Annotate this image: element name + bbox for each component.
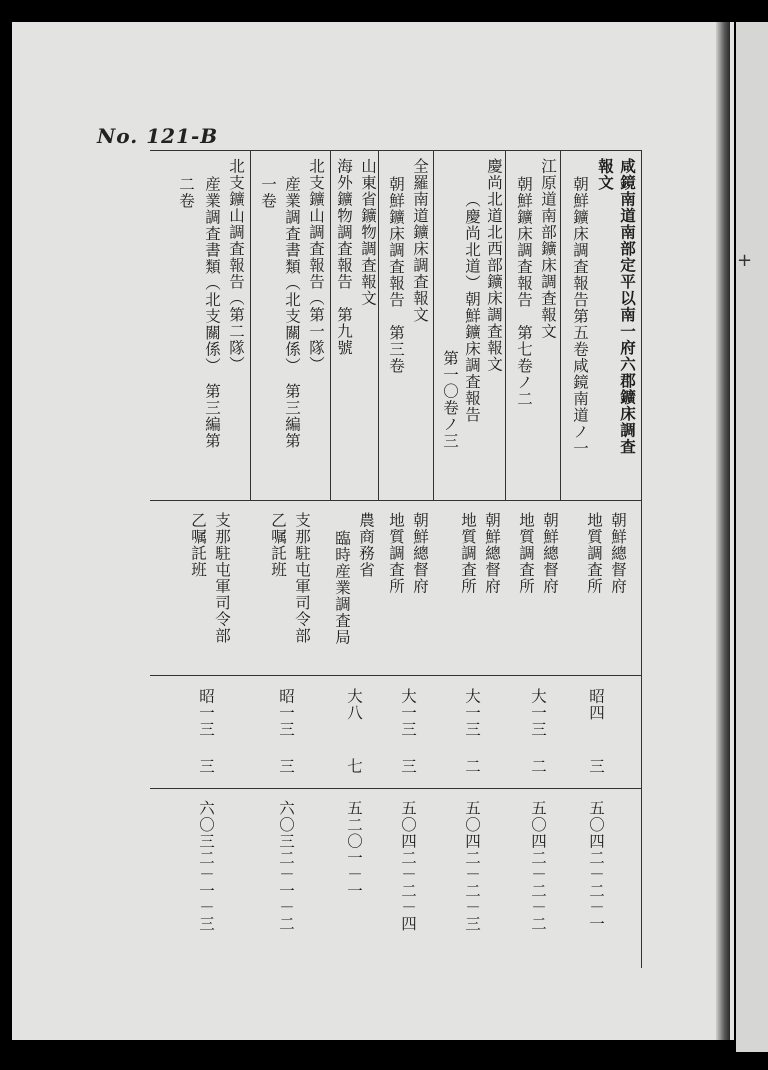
entry-4-source-sub: 地質調査所 <box>387 512 405 595</box>
next-page-edge <box>736 22 768 1052</box>
entry-2-title: 朝鮮鑛床調査報告第五卷咸鏡南道ノ一 <box>571 176 589 457</box>
entry-6-source: 支那駐屯軍司令部 <box>293 512 311 644</box>
column-divider-1 <box>250 150 251 500</box>
column-divider-4 <box>433 150 434 500</box>
entry-4-date-year: 大一三 <box>399 688 417 738</box>
entry-6-title: 山東省鑛物調査報文 <box>359 158 377 307</box>
row-divider-3 <box>150 788 642 789</box>
entry-6-date-month: 三 <box>277 758 295 775</box>
entry-5-date-month: 七 <box>345 758 363 775</box>
entry-1-title-cont: 報文 <box>596 158 615 191</box>
entry-1-date-year: 昭四 <box>587 688 605 721</box>
entry-1-title: 咸鏡南道南部定平以南一府六郡鑛床調査 <box>618 158 637 455</box>
entry-7-source: 支那駐屯軍司令部 <box>213 512 231 644</box>
entry-6-title-cont: 海外鑛物調査報告 第九號 <box>335 158 353 356</box>
entry-7-date-month: 三 <box>197 758 215 775</box>
page-number: No. 121-B <box>97 124 219 148</box>
column-divider-3 <box>378 150 379 500</box>
book-fold-shadow <box>716 22 730 1040</box>
entry-1-source-sub: 地質調査所 <box>585 512 603 595</box>
entry-4-source: 朝鮮總督府 <box>411 512 429 595</box>
entry-3-date-month: 二 <box>463 758 481 775</box>
column-divider-2 <box>330 150 331 500</box>
entry-5-title: 全羅南道鑛床調査報文 <box>411 158 429 323</box>
entry-1-source: 朝鮮總督府 <box>609 512 627 595</box>
row-divider-1 <box>150 500 642 501</box>
entry-1-date-month: 三 <box>587 758 605 775</box>
entry-8-title-vol: 二卷 <box>177 176 195 209</box>
entry-3-code: 五〇四二－二－三 <box>463 800 481 932</box>
entry-6-date-year: 昭一三 <box>277 688 295 738</box>
entry-6-source-sub: 乙嘱託班 <box>269 512 287 578</box>
entry-3-title: 江原道南部鑛床調査報文 <box>539 158 557 340</box>
entry-8-title-cont: 産業調査書類（北支關係） 第三編第 <box>203 176 221 449</box>
entry-6-code: 六〇三二－一－二 <box>277 800 295 932</box>
entry-7-title: 北支鑛山調査報告（第一隊） <box>307 158 325 373</box>
entry-7-code: 六〇三二－一－三 <box>197 800 215 932</box>
entry-7-title-cont: 産業調査書類（北支關係） 第三編第 <box>283 176 301 449</box>
entry-5-title-cont: 朝鮮鑛床調査報告 第三卷 <box>387 176 405 374</box>
entry-4-code: 五〇四二－二－四 <box>399 800 417 932</box>
entry-4-date-month: 三 <box>399 758 417 775</box>
entry-5-code: 五二〇一－一 <box>345 800 363 899</box>
entry-1-code: 五〇四二－二－一 <box>587 800 605 932</box>
entry-3-source: 朝鮮總督府 <box>483 512 501 595</box>
entry-2-code: 五〇四二－二－二 <box>529 800 547 932</box>
column-divider-5 <box>505 150 506 500</box>
margin-mark: + <box>737 250 753 271</box>
entry-4-title: 慶尚北道北西部鑛床調査報文 <box>485 158 503 373</box>
entry-4-title-vol: 第一〇卷ノ三 <box>441 350 459 449</box>
entry-2-source-sub: 地質調査所 <box>517 512 535 595</box>
entry-4-title-cont: （慶尚北道）朝鮮鑛床調査報告 <box>463 192 481 423</box>
entry-2-date-month: 二 <box>529 758 547 775</box>
entry-3-date-year: 大一三 <box>463 688 481 738</box>
entry-5-source-sub: 臨時産業調査局 <box>333 530 351 646</box>
entry-7-title-vol: 一卷 <box>259 176 277 209</box>
entry-3-source-sub: 地質調査所 <box>459 512 477 595</box>
column-divider-6 <box>560 150 561 500</box>
entry-5-source: 農商務省 <box>357 512 375 578</box>
entry-2-source: 朝鮮總督府 <box>541 512 559 595</box>
entry-7-source-sub: 乙嘱託班 <box>189 512 207 578</box>
entry-2-date-year: 大一三 <box>529 688 547 738</box>
entry-5-date-year: 大八 <box>345 688 363 721</box>
entry-8-title: 北支鑛山調査報告（第二隊） <box>227 158 245 373</box>
entry-3-title-cont: 朝鮮鑛床調査報告 第七卷ノ二 <box>515 176 533 407</box>
entry-7-date-year: 昭一三 <box>197 688 215 738</box>
row-divider-2 <box>150 675 642 676</box>
